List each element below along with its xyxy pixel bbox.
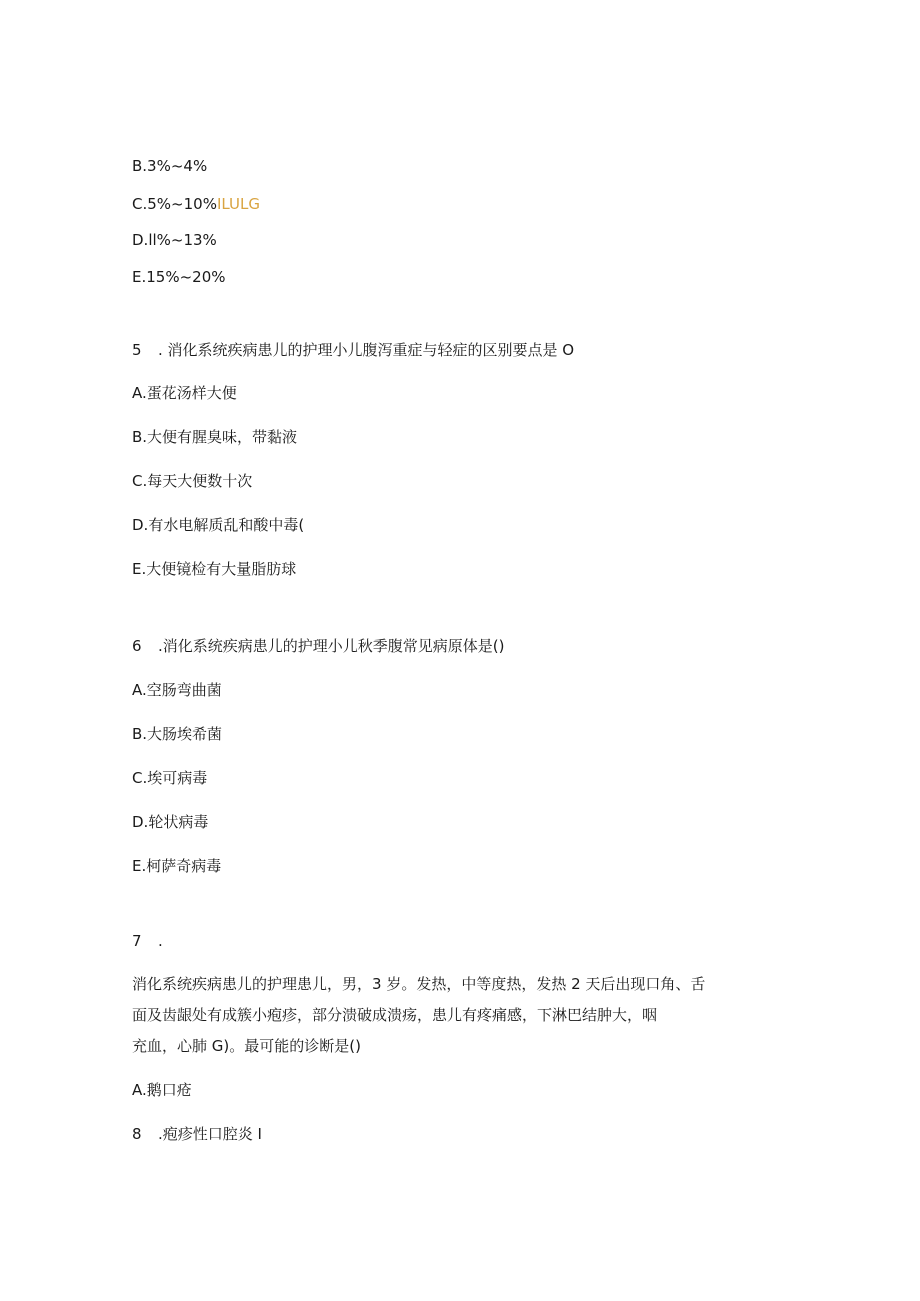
q7-stem-line-2: 面及齿龈处有成簇小疱疹，部分溃破成溃疡，患儿有疼痛感，下淋巴结肿大，咽: [132, 1006, 658, 1024]
q6-option-d: D.轮状病毒: [132, 813, 209, 831]
q5-number: 5: [132, 341, 142, 359]
q8-number: 8: [132, 1125, 142, 1143]
q7-option-a: A.鹅口疮: [132, 1081, 192, 1099]
q7-stem-line-1: 消化系统疾病患儿的护理患儿，男，3 岁。发热，中等度热，发热 2 天后出现口角、舌: [132, 975, 706, 993]
q7-number: 7: [132, 932, 142, 950]
q4-option-c-suffix: ILULG: [216, 195, 260, 213]
q6-stem: [132, 636, 504, 656]
q7-dot: .: [158, 932, 163, 950]
q4-option-b: B.3%~4%: [132, 157, 208, 175]
q4-option-c-text: C.5%~10%: [132, 195, 217, 213]
q6-option-e: E.柯萨奇病毒: [132, 857, 222, 875]
q6-option-b: B.大肠埃希菌: [132, 725, 223, 743]
q4-option-c: [132, 194, 260, 214]
q6-text: .消化系统疾病患儿的护理小儿秋季腹常见病原体是(): [158, 637, 505, 655]
q6-option-c: C.埃可病毒: [132, 769, 208, 787]
q5-option-b: B.大便有腥臭味，带黏液: [132, 428, 298, 446]
q5-option-e: E.大便镜检有大量脂肪球: [132, 560, 297, 578]
q7-stem-line-3: 充血，心肺 G)。最可能的诊断是(): [132, 1037, 361, 1055]
q4-option-e: E.15%~20%: [132, 268, 226, 286]
q5-stem: [132, 340, 574, 360]
q6-number: 6: [132, 637, 142, 655]
q4-option-d: D.ll%~13%: [132, 231, 217, 249]
q8-stem: [132, 1124, 262, 1144]
q8-text: .疱疹性口腔炎 I: [158, 1125, 262, 1143]
q5-option-d: D.有水电解质乱和酸中毒(: [132, 516, 305, 534]
q5-option-c: C.每天大便数十次: [132, 472, 253, 490]
q5-option-a: A.蛋花汤样大便: [132, 384, 237, 402]
q6-option-a: A.空肠弯曲菌: [132, 681, 222, 699]
q5-text: . 消化系统疾病患儿的护理小儿腹泻重症与轻症的区别要点是 O: [158, 341, 575, 359]
q7-header: [132, 931, 163, 951]
